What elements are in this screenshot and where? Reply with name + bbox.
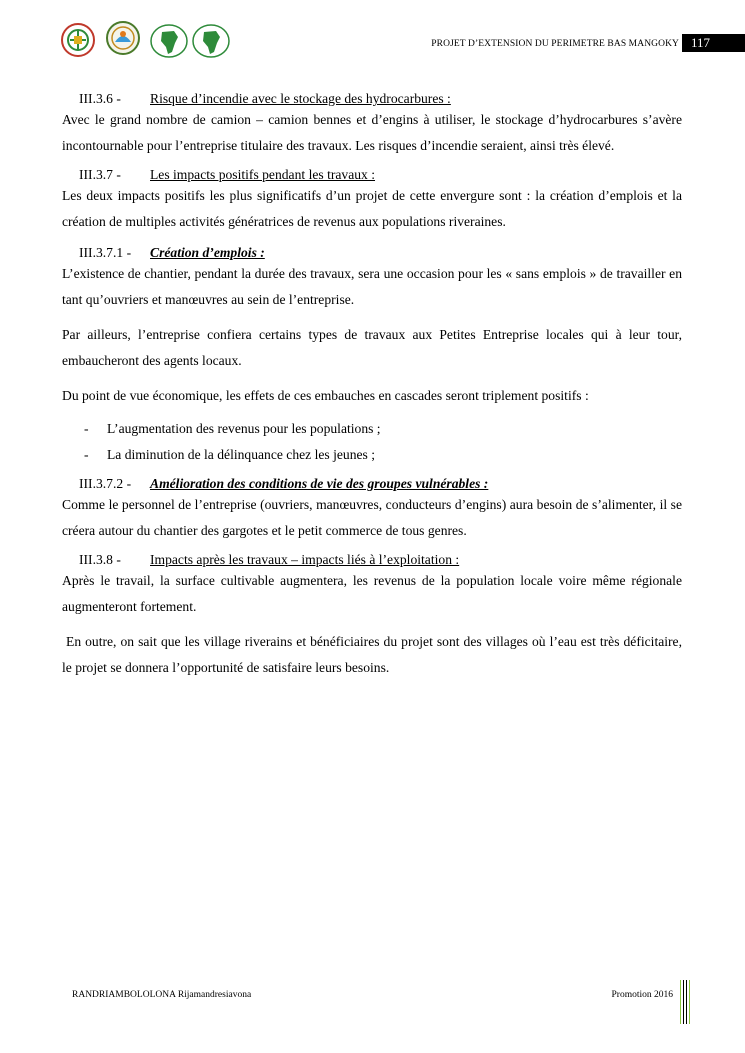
- section-title: Les impacts positifs pendant les travaux :: [150, 167, 376, 182]
- heading-3-3-6: [62, 90, 682, 107]
- document-body: [62, 90, 686, 681]
- heading-3-3-7: [62, 166, 682, 183]
- paragraph: L’existence de chantier, pendant la durée des travaux, sera une occasion pour les « sans emplois » de travailler en tant qu’ouvriers et manœuvres au sein de l’entreprise.: [62, 266, 682, 307]
- section-number: III.3.7.1 -: [79, 245, 132, 260]
- page-number: 117: [682, 34, 745, 52]
- section-title: Risque d’incendie avec le stockage des hydrocarbures :: [150, 91, 451, 106]
- list-item-text: L’augmentation des revenus pour les populations ;: [107, 421, 381, 436]
- heading-3-3-8: [62, 551, 682, 568]
- africa-map-logo-2: [192, 23, 230, 59]
- heading-3-3-7-1: [62, 244, 682, 261]
- paragraph: Du point de vue économique, les effets de ces embauches en cascades seront triplement positifs :: [62, 388, 589, 403]
- bullet-list: [62, 416, 682, 468]
- heading-3-3-7-2: [62, 475, 682, 492]
- school-logo: [105, 20, 141, 56]
- paragraph: Avec le grand nombre de camion – camion bennes et d’engins à utiliser, le stockage d’hydrocarbures s’avère incontournable pour l’entreprise titulaire des travaux. Les risques d’incendie seraient, ainsi très élevé.: [62, 112, 682, 153]
- section-number: III.3.8 -: [79, 552, 121, 567]
- list-item: [62, 416, 682, 442]
- paragraph: Les deux impacts positifs les plus significatifs d’un projet de cette envergure sont : la création d’emplois et la création de multiples activités génératrices de revenus aux populations riveraines.: [62, 188, 682, 229]
- section-number: III.3.6 -: [79, 91, 121, 106]
- footer-decorative-bars: [679, 980, 693, 1024]
- bullet-marker: -: [84, 447, 89, 462]
- header-logos: [60, 18, 240, 62]
- section-title: Création d’emplois :: [150, 245, 265, 260]
- paragraph: En outre, on sait que les village riverains et bénéficiaires du projet sont des villages où l’eau est très déficitaire, le projet se donnera l’opportunité de satisfaire leurs besoins.: [62, 634, 686, 675]
- paragraph: Comme le personnel de l’entreprise (ouvriers, manœuvres, conducteurs d’engins) aura besoin de s’alimenter, il se créera autour du chantier des gargotes et le petit commerce de tous genres.: [62, 497, 682, 538]
- section-title: Amélioration des conditions de vie des groupes vulnérables :: [150, 476, 489, 491]
- africa-map-logo-1: [150, 23, 188, 59]
- list-item-text: La diminution de la délinquance chez les jeunes ;: [107, 447, 376, 462]
- section-number: III.3.7 -: [79, 167, 121, 182]
- footer-promotion: Promotion 2016: [611, 990, 673, 1000]
- section-title: Impacts après les travaux – impacts liés à l’exploitation :: [150, 552, 460, 567]
- header-title: PROJET D’EXTENSION DU PERIMETRE BAS MANGOKY: [431, 39, 679, 49]
- list-item: [62, 442, 682, 468]
- bullet-marker: -: [84, 421, 89, 436]
- section-number: III.3.7.2 -: [79, 476, 132, 491]
- paragraph: Après le travail, la surface cultivable augmentera, les revenus de la population locale voire même régionale augmenteront fortement.: [62, 573, 682, 614]
- footer-author: RANDRIAMBOLOLONA Rijamandresiavona: [72, 990, 252, 1000]
- paragraph: Par ailleurs, l’entreprise confiera certains types de travaux aux Petites Entreprise locales qui à leur tour, embaucheront des agents locaux.: [62, 327, 682, 368]
- institution-seal-logo: [60, 22, 96, 58]
